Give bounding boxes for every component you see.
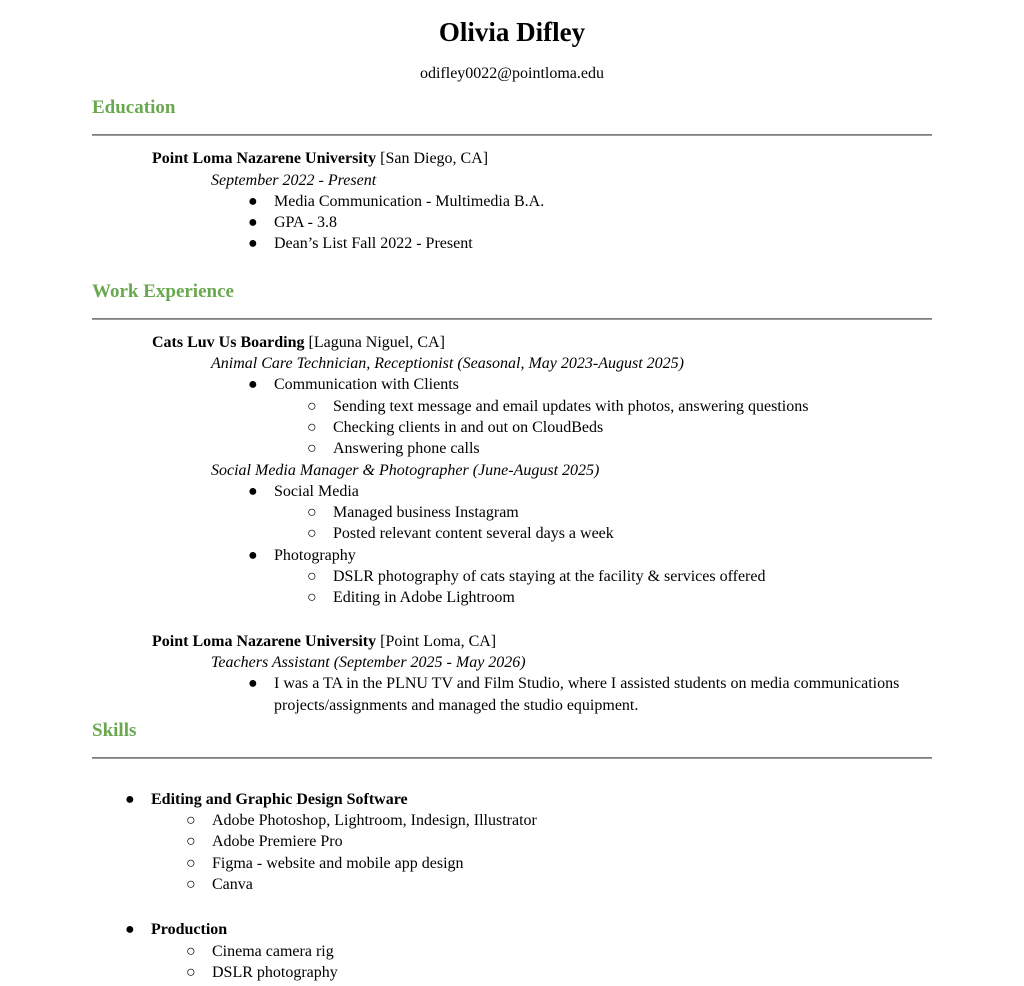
bullet-icon: ● bbox=[248, 675, 258, 693]
skill-group-label: Editing and Graphic Design Software bbox=[151, 790, 408, 808]
list-item-text: DSLR photography bbox=[212, 963, 338, 981]
list-item bbox=[186, 962, 932, 983]
circle-bullet-icon: ○ bbox=[307, 504, 317, 522]
org-location: [San Diego, CA] bbox=[380, 150, 489, 168]
org-line bbox=[152, 631, 932, 652]
list-item bbox=[307, 566, 932, 587]
list-item-text: Managed business Instagram bbox=[333, 504, 519, 522]
list-item-text: Photography bbox=[274, 546, 356, 564]
list-item bbox=[248, 673, 932, 716]
list-item bbox=[125, 789, 932, 810]
org-name: Point Loma Nazarene University bbox=[152, 632, 377, 650]
list-item bbox=[248, 545, 932, 566]
bullet-icon: ● bbox=[248, 192, 258, 210]
list-item-text: Cinema camera rig bbox=[212, 942, 334, 960]
section-divider bbox=[92, 757, 932, 759]
list-item bbox=[307, 523, 932, 544]
bullet-icon: ● bbox=[125, 790, 135, 808]
list-item bbox=[307, 587, 932, 608]
list-item bbox=[186, 853, 932, 874]
bullet-icon: ● bbox=[248, 235, 258, 253]
list-item bbox=[307, 396, 932, 417]
list-item bbox=[186, 810, 932, 831]
list-item-text: Dean’s List Fall 2022 - Present bbox=[274, 235, 473, 253]
list-item-text: Canva bbox=[212, 876, 253, 894]
list-item-text: Media Communication - Multimedia B.A. bbox=[274, 192, 545, 210]
list-item-text: Figma - website and mobile app design bbox=[212, 854, 464, 872]
circle-bullet-icon: ○ bbox=[186, 963, 196, 981]
org-location: [Point Loma, CA] bbox=[380, 632, 497, 650]
list-item bbox=[125, 919, 932, 940]
list-item bbox=[248, 374, 932, 395]
circle-bullet-icon: ○ bbox=[186, 812, 196, 830]
list-item bbox=[307, 438, 932, 459]
circle-bullet-icon: ○ bbox=[186, 854, 196, 872]
list-item-text: Editing in Adobe Lightroom bbox=[333, 589, 515, 607]
education-section bbox=[92, 148, 932, 254]
circle-bullet-icon: ○ bbox=[307, 397, 317, 415]
list-item-text: Checking clients in and out on CloudBeds bbox=[333, 418, 604, 436]
bullet-icon: ● bbox=[248, 546, 258, 564]
bullet-icon: ● bbox=[248, 482, 258, 500]
work-experience-section bbox=[92, 332, 932, 716]
circle-bullet-icon: ○ bbox=[307, 589, 317, 607]
list-item-text: Answering phone calls bbox=[333, 440, 480, 458]
section-heading-work-experience: Work Experience bbox=[92, 280, 234, 302]
list-item-text: Adobe Photoshop, Lightroom, Indesign, Illustrator bbox=[212, 812, 537, 830]
email-text: odifley0022@pointloma.edu bbox=[419, 65, 605, 82]
circle-bullet-icon: ○ bbox=[307, 568, 317, 586]
list-item-text: Social Media bbox=[274, 482, 359, 500]
role-title: Animal Care Technician, Receptionist (Seasonal, May 2023-August 2025) bbox=[211, 355, 684, 373]
circle-bullet-icon: ○ bbox=[307, 440, 317, 458]
list-item bbox=[307, 502, 932, 523]
list-item-text: Adobe Premiere Pro bbox=[212, 833, 343, 851]
list-item bbox=[186, 831, 932, 852]
bullet-icon: ● bbox=[248, 376, 258, 394]
org-name: Cats Luv Us Boarding bbox=[152, 333, 305, 351]
list-item-text: I was a TA in the PLNU TV and Film Studio, where I assisted students on media communications projects/assignments and managed the studio equipment. bbox=[274, 675, 900, 714]
list-item bbox=[307, 417, 932, 438]
skill-group-label: Production bbox=[151, 921, 228, 939]
list-item-text: Posted relevant content several days a week bbox=[333, 525, 614, 543]
list-item-text: GPA - 3.8 bbox=[274, 214, 337, 232]
section-heading-education: Education bbox=[92, 97, 176, 119]
section-divider bbox=[92, 318, 932, 320]
section-heading-skills: Skills bbox=[92, 719, 137, 741]
skills-section bbox=[92, 789, 932, 983]
circle-bullet-icon: ○ bbox=[186, 942, 196, 960]
role-title: September 2022 - Present bbox=[211, 171, 377, 189]
list-item bbox=[248, 212, 932, 233]
page-title: Olivia Difley bbox=[438, 17, 586, 47]
bullet-icon: ● bbox=[248, 214, 258, 232]
role-title: Social Media Manager & Photographer (June-August 2025) bbox=[211, 461, 600, 479]
bullet-icon: ● bbox=[125, 921, 135, 939]
list-item-text: Communication with Clients bbox=[274, 376, 459, 394]
org-location: [Laguna Niguel, CA] bbox=[308, 333, 445, 351]
role-title: Teachers Assistant (September 2025 - May 2026) bbox=[211, 653, 526, 671]
org-line bbox=[152, 148, 932, 169]
circle-bullet-icon: ○ bbox=[186, 833, 196, 851]
org-name: Point Loma Nazarene University bbox=[152, 150, 377, 168]
list-item bbox=[248, 191, 932, 212]
list-item-text: DSLR photography of cats staying at the facility & services offered bbox=[333, 568, 766, 586]
list-item bbox=[248, 481, 932, 502]
section-divider bbox=[92, 134, 932, 136]
list-item bbox=[248, 233, 932, 254]
list-item-text: Sending text message and email updates with photos, answering questions bbox=[333, 397, 809, 415]
circle-bullet-icon: ○ bbox=[307, 525, 317, 543]
list-item bbox=[186, 874, 932, 895]
circle-bullet-icon: ○ bbox=[186, 876, 196, 894]
list-item bbox=[186, 941, 932, 962]
org-line bbox=[152, 332, 932, 353]
circle-bullet-icon: ○ bbox=[307, 418, 317, 436]
